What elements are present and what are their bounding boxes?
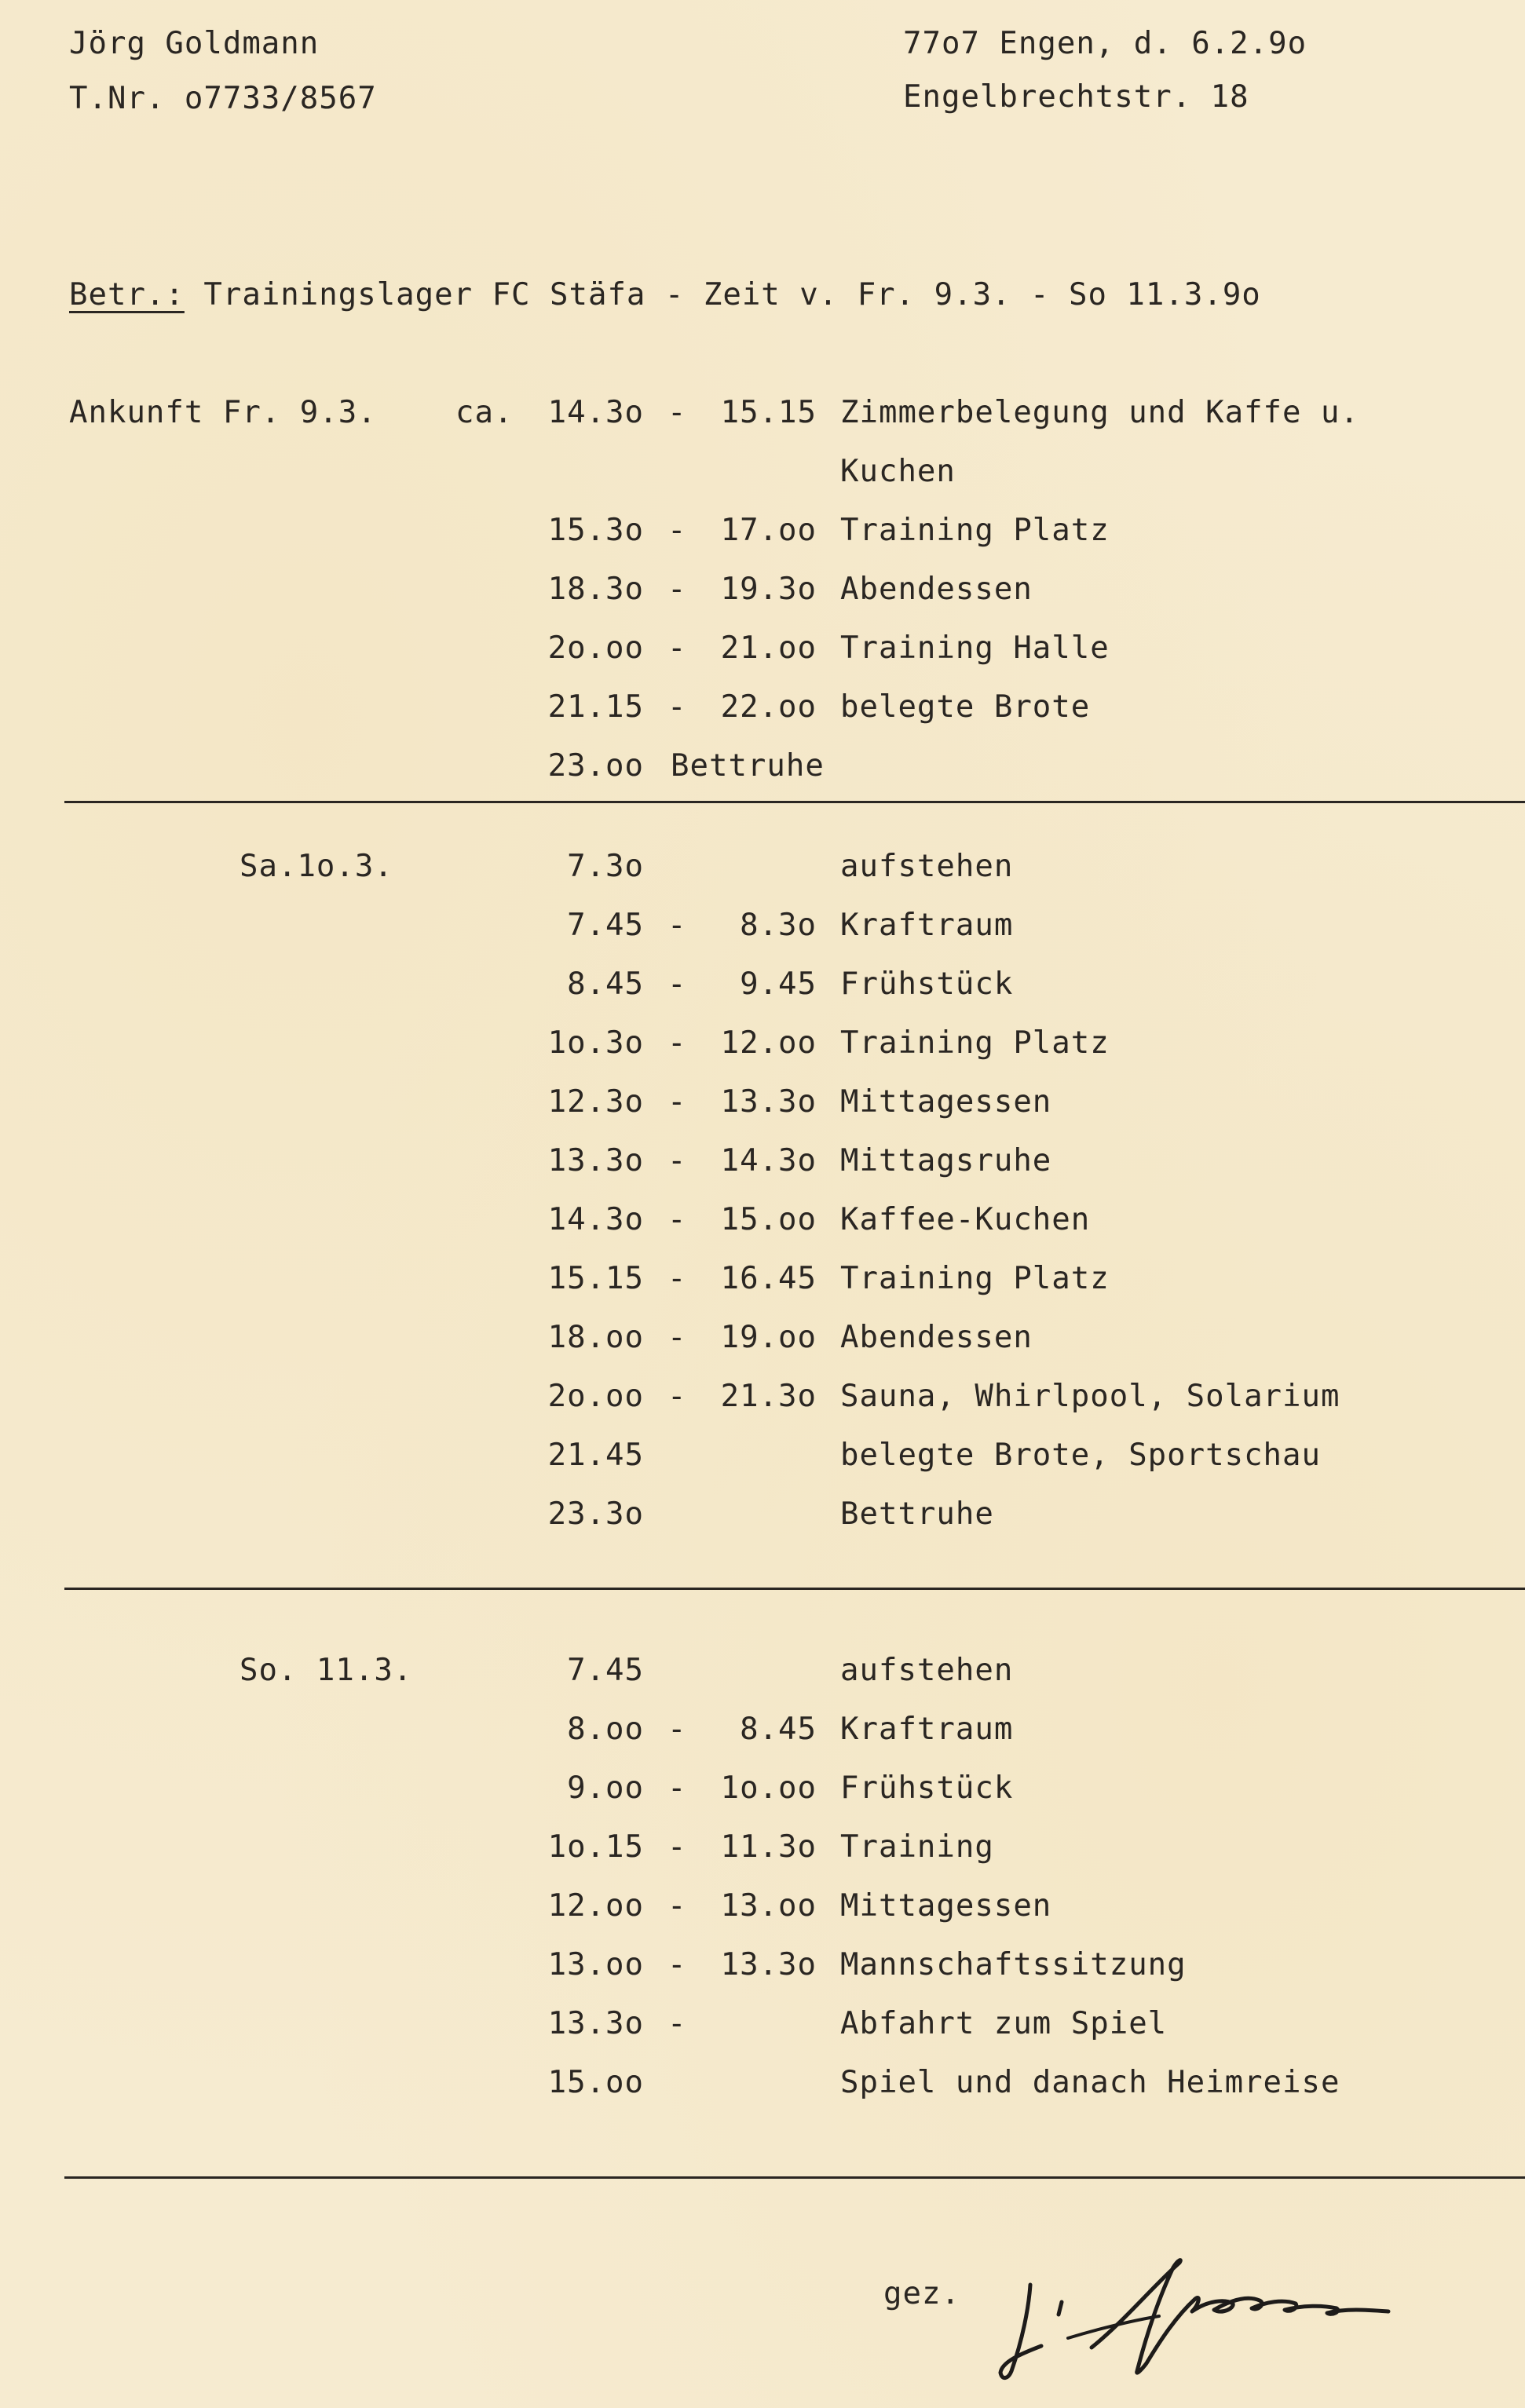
end-time: 9.45 [740, 966, 817, 1002]
activity: Mittagessen [840, 1888, 1052, 1924]
end-time: 8.45 [740, 1712, 817, 1747]
schedule-row [0, 848, 1525, 886]
activity: Training [840, 1829, 994, 1865]
end-time: 17.oo [720, 513, 817, 548]
end-time: 22.oo [720, 689, 817, 725]
sender-name: Jörg Goldmann [69, 26, 320, 61]
schedule-row [0, 571, 1525, 608]
subject-label: Betr.: [69, 277, 185, 312]
section-divider [64, 1588, 1525, 1590]
schedule-row [0, 1142, 1525, 1180]
end-time: 19.3o [720, 572, 817, 607]
subject-text: Trainingslager FC Stäfa - Zeit v. Fr. 9.3. - So 11.3.9o [203, 277, 1261, 312]
schedule-row [0, 907, 1525, 945]
schedule-row [0, 1770, 1525, 1807]
time-dash: - [667, 513, 687, 548]
start-time: 23.3o [547, 1496, 644, 1532]
place-date: 77o7 Engen, d. 6.2.9o [903, 26, 1307, 61]
end-time: 13.3o [720, 1947, 817, 1982]
section-divider [64, 801, 1525, 803]
time-dash: - [667, 966, 687, 1002]
activity: belegte Brote, Sportschau [840, 1438, 1321, 1473]
start-time: 13.oo [547, 1947, 644, 1982]
time-dash: - [667, 1261, 687, 1296]
activity: Training Platz [840, 513, 1110, 548]
activity: Bettruhe [840, 1496, 994, 1532]
day-label: Sa.1o.3. [240, 849, 393, 884]
end-time: 12.oo [720, 1025, 817, 1061]
start-time: 15.3o [547, 513, 644, 548]
activity: Spiel und danach Heimreise [840, 2065, 1340, 2100]
end-time: 11.3o [720, 1829, 817, 1865]
end-time: 19.oo [720, 1320, 817, 1355]
day-label: So. 11.3. [240, 1653, 413, 1688]
activity: Bettruhe [671, 748, 825, 784]
time-dash: - [667, 2006, 687, 2041]
time-dash: - [667, 1888, 687, 1924]
schedule-row [0, 966, 1525, 1003]
end-time: 8.3o [740, 908, 817, 943]
activity: Training Platz [840, 1261, 1110, 1296]
schedule-row [0, 1652, 1525, 1690]
activity: Kaffee-Kuchen [840, 1202, 1091, 1237]
sender-phone: T.Nr. o7733/8567 [69, 81, 377, 116]
start-time: 15.oo [547, 2065, 644, 2100]
end-time: 15.15 [720, 395, 817, 430]
activity: aufstehen [840, 1653, 1014, 1688]
end-time: 1o.oo [720, 1770, 817, 1806]
schedule-row [0, 747, 1525, 785]
activity: Mittagsruhe [840, 1143, 1052, 1178]
start-time: 13.3o [547, 1143, 644, 1178]
start-time: 14.3o [547, 1202, 644, 1237]
signature-handwritten [974, 2253, 1429, 2387]
start-time: 2o.oo [547, 1379, 644, 1414]
subject-line [69, 276, 1261, 314]
activity: belegte Brote [840, 689, 1091, 725]
end-time: 16.45 [720, 1261, 817, 1296]
day-prefix: ca. [455, 395, 514, 430]
start-time: 12.3o [547, 1084, 644, 1120]
activity: Frühstück [840, 966, 1014, 1002]
time-dash: - [667, 1829, 687, 1865]
start-time: 1o.15 [547, 1829, 644, 1865]
schedule-row [0, 2064, 1525, 2102]
start-time: 14.3o [547, 395, 644, 430]
start-time: 12.oo [547, 1888, 644, 1924]
time-dash: - [667, 1947, 687, 1982]
activity: Mannschaftssitzung [840, 1947, 1187, 1982]
start-time: 13.3o [547, 2006, 644, 2041]
start-time: 8.oo [567, 1712, 644, 1747]
schedule-row [0, 453, 1525, 491]
schedule-row [0, 1887, 1525, 1925]
schedule-row [0, 512, 1525, 550]
time-dash: - [667, 630, 687, 666]
activity: Kraftraum [840, 908, 1014, 943]
activity: Training Platz [840, 1025, 1110, 1061]
start-time: 8.45 [567, 966, 644, 1002]
day-label: Ankunft Fr. 9.3. [69, 395, 377, 430]
activity: Abendessen [840, 1320, 1033, 1355]
time-dash: - [667, 395, 687, 430]
schedule-row [0, 1711, 1525, 1748]
start-time: 7.45 [567, 1653, 644, 1688]
time-dash: - [667, 1770, 687, 1806]
section-divider [64, 2176, 1525, 2179]
schedule-row [0, 2005, 1525, 2043]
schedule-row [0, 394, 1525, 432]
end-time: 13.oo [720, 1888, 817, 1924]
time-dash: - [667, 1379, 687, 1414]
gez-label: gez. [883, 2276, 960, 2311]
end-time: 14.3o [720, 1143, 817, 1178]
time-dash: - [667, 572, 687, 607]
start-time: 2o.oo [547, 630, 644, 666]
start-time: 23.oo [547, 748, 644, 784]
start-time: 15.15 [547, 1261, 644, 1296]
activity: Abfahrt zum Spiel [840, 2006, 1168, 2041]
activity: aufstehen [840, 849, 1014, 884]
schedule-row [0, 1378, 1525, 1416]
schedule-row [0, 1025, 1525, 1062]
schedule-row [0, 1437, 1525, 1474]
time-dash: - [667, 1084, 687, 1120]
time-dash: - [667, 1320, 687, 1355]
schedule-row [0, 1496, 1525, 1533]
activity: Mittagessen [840, 1084, 1052, 1120]
activity: Training Halle [840, 630, 1110, 666]
time-dash: - [667, 908, 687, 943]
schedule-row [0, 1260, 1525, 1298]
start-time: 9.oo [567, 1770, 644, 1806]
start-time: 18.3o [547, 572, 644, 607]
activity: Zimmerbelegung und Kaffe u. [840, 395, 1359, 430]
start-time: 7.3o [567, 849, 644, 884]
activity: Kuchen [840, 454, 956, 489]
time-dash: - [667, 1202, 687, 1237]
time-dash: - [667, 1143, 687, 1178]
schedule-row [0, 1083, 1525, 1121]
start-time: 1o.3o [547, 1025, 644, 1061]
end-time: 15.oo [720, 1202, 817, 1237]
end-time: 21.oo [720, 630, 817, 666]
time-dash: - [667, 689, 687, 725]
time-dash: - [667, 1712, 687, 1747]
start-time: 21.15 [547, 689, 644, 725]
end-time: 13.3o [720, 1084, 817, 1120]
activity: Kraftraum [840, 1712, 1014, 1747]
schedule-row [0, 630, 1525, 667]
activity: Abendessen [840, 572, 1033, 607]
schedule-row [0, 1201, 1525, 1239]
schedule-row [0, 689, 1525, 726]
schedule-row [0, 1319, 1525, 1357]
end-time: 21.3o [720, 1379, 817, 1414]
activity: Sauna, Whirlpool, Solarium [840, 1379, 1340, 1414]
schedule-row [0, 1946, 1525, 1984]
start-time: 21.45 [547, 1438, 644, 1473]
start-time: 7.45 [567, 908, 644, 943]
schedule-row [0, 1829, 1525, 1866]
activity: Frühstück [840, 1770, 1014, 1806]
time-dash: - [667, 1025, 687, 1061]
sender-street: Engelbrechtstr. 18 [903, 79, 1249, 115]
start-time: 18.oo [547, 1320, 644, 1355]
